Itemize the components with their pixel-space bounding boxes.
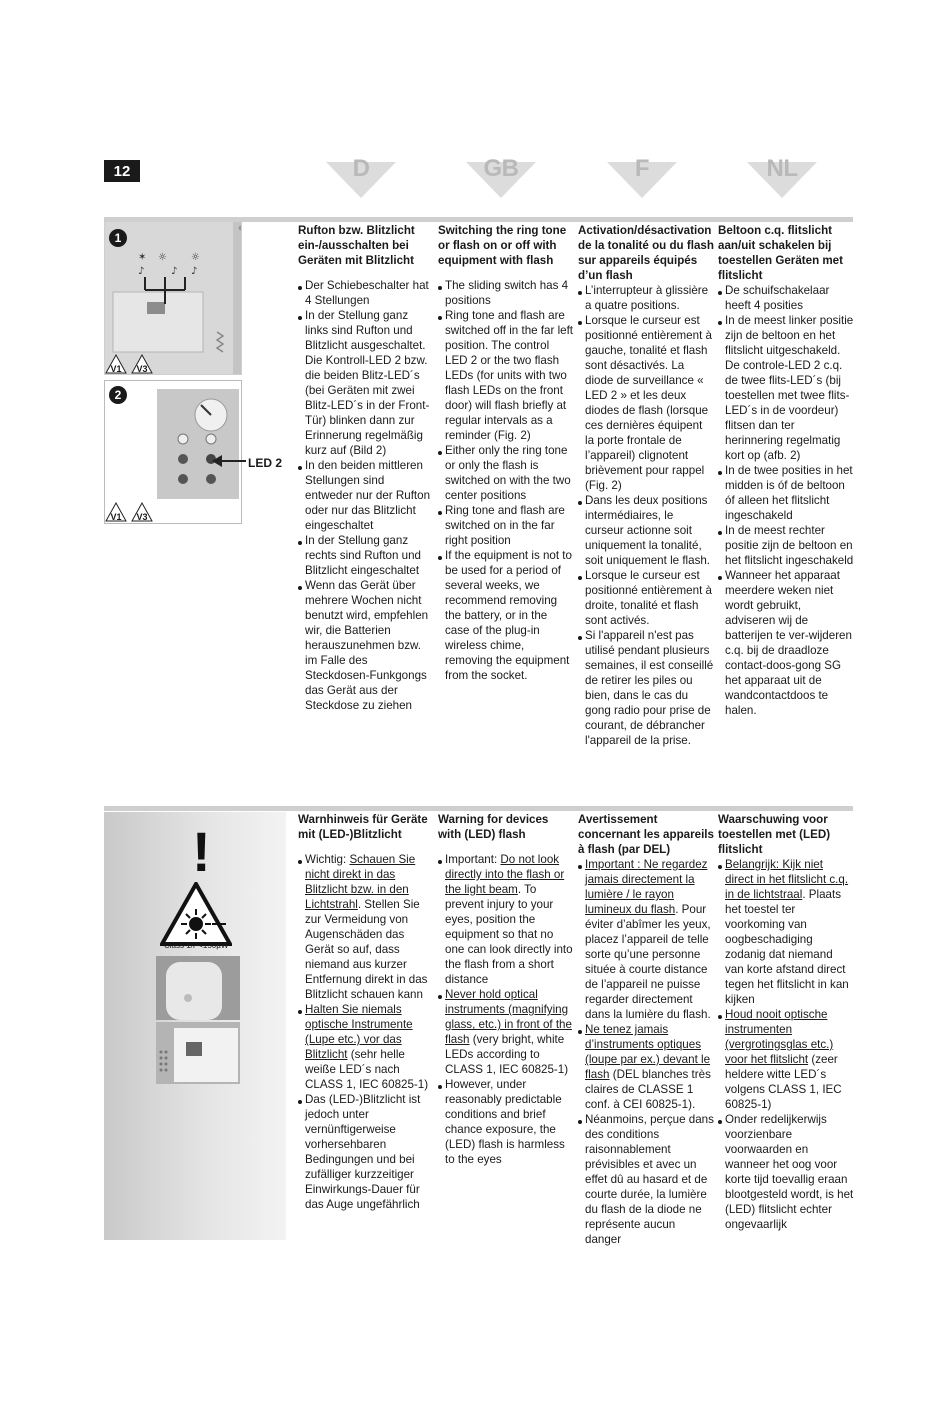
bullet-list <box>718 857 854 1232</box>
text-run: (very bright, white LEDs according to CLASS 1, IEC 60825-1) <box>445 1033 569 1076</box>
version-label: V1 <box>110 512 122 522</box>
section1-column-nl <box>718 223 854 718</box>
list-item: In den beiden mittleren Stellungen sind entweder nur der Rufton oder nur das Blitzlicht eingeschaltet <box>298 458 434 533</box>
language-marker-f <box>607 155 677 198</box>
column-heading: Warnhinweis für Geräte mit (LED-)Blitzlicht <box>298 813 428 841</box>
text-run: (sehr helle weiße LED´s nach CLASS 1, IEC 60825-1) <box>305 1048 429 1091</box>
text-run: However, under reasonably predictable conditions and brief chance exposure, the (LED) flash is harmless to the eyes <box>445 1078 565 1166</box>
section1-column-de <box>298 223 434 713</box>
section-divider <box>104 806 853 811</box>
bullet-list <box>718 283 854 718</box>
list-item: In de twee posities in het midden is óf de beltoon óf alleen het flitslicht ingeschakeld <box>718 463 854 523</box>
figure-number-badge: 2 <box>109 386 127 404</box>
section1-column-en <box>438 223 574 683</box>
version-triangle-v3 <box>131 502 153 526</box>
list-item: Dans les deux positions intermédiaires, le curseur actionne soit uniquement la tonalité, soit uniquement le flash. <box>578 493 714 568</box>
version-triangle-v1 <box>105 354 127 378</box>
version-triangle-v1 <box>105 502 127 526</box>
language-label: F <box>634 155 650 182</box>
list-item <box>298 852 434 1002</box>
arrow-icon <box>212 454 246 468</box>
list-item <box>298 1002 434 1092</box>
language-label: D <box>352 155 370 182</box>
class-label: Class 1/P<150µW <box>164 941 229 950</box>
text-run: Important: <box>445 853 501 866</box>
list-item <box>718 857 854 1007</box>
list-item: Der Schiebeschalter hat 4 Stellungen <box>298 278 434 308</box>
list-item: Ring tone and flash are switched off in the far left position. The control LED 2 or the two flash LEDs (for units with two flash LEDs on the front door) will flash briefly at regular intervals as a reminder (Fig. 2) <box>438 308 574 443</box>
list-item <box>718 1112 854 1232</box>
column-heading: Activation/désactivation de la tonalité ou du flash sur appareils équipés d’un flash <box>578 224 714 282</box>
text-run: . Stellen Sie zur Vermeidung von Augenschäden das Gerät so auf, dass niemand aus kurzer Entfernung direkt in das Blitzlicht schauen kann <box>305 898 428 1001</box>
column-heading: Warning for devices with (LED) flash <box>438 813 549 841</box>
bullet-list <box>298 278 434 713</box>
list-item <box>578 857 714 1022</box>
version-label: V3 <box>136 512 148 522</box>
svg-text:☼: ☼ <box>191 252 200 263</box>
svg-text:♪: ♪ <box>191 266 198 277</box>
version-label: V3 <box>136 364 148 374</box>
list-item <box>578 1112 714 1247</box>
section2-column-de <box>298 812 434 1212</box>
section2-column-fr <box>578 812 714 1247</box>
underlined-text: Belangrijk: Kijk niet direct in het flitslicht c.q. in de lichtstraal <box>725 858 849 901</box>
list-item <box>578 1022 714 1112</box>
list-item <box>438 1077 574 1167</box>
column-heading: Rufton bzw. Blitzlicht ein-/ausschalten bei Geräten mit Blitzlicht <box>298 224 415 267</box>
page-number: 12 <box>104 160 140 182</box>
underlined-text: Schauen Sie nicht direkt in das Blitzlicht bzw. in den Lichtstrahl <box>305 853 416 911</box>
list-item <box>438 987 574 1077</box>
text-run: (DEL blanches très claires de CLASSE 1 conf. à CEI 60825-1). <box>585 1068 711 1111</box>
figure-switch-positions <box>104 221 242 375</box>
section2-column-en <box>438 812 574 1167</box>
text-run: Wichtig: <box>305 853 350 866</box>
list-item: L’interrupteur à glissière a quatre positions. <box>578 283 714 313</box>
underlined-text: Halten Sie niemals optische Instrumente (Lupe etc.) vor das Blitzlicht <box>305 1003 413 1061</box>
version-label: V1 <box>110 364 122 374</box>
column-heading: Switching the ring tone or flash on or off with equipment with flash <box>438 224 567 267</box>
list-item: Ring tone and flash are switched on in the far right position <box>438 503 574 548</box>
language-marker-gb <box>466 155 536 198</box>
list-item: In der Stellung ganz links sind Rufton und Blitzlicht ausgeschaltet. Die Kontroll-LED 2 bzw. die beiden Blitz-LED´s (bei Geräten mit zwei Blitz-LED´s in der Front-Tür) blinken dann zur Erinnerung regelmäßig kurz auf (Bild 2) <box>298 308 434 458</box>
language-label: GB <box>483 155 519 182</box>
list-item: In de meest rechter positie zijn de beltoon en het flitslicht ingeschakeld <box>718 523 854 568</box>
svg-text:♪: ♪ <box>138 266 145 277</box>
text-run: . Plaats het toestel ter voorkoming van oogbeschadiging zodanig dat niemand van korte afstand direct tegen het flitslicht in kan kijken <box>725 888 849 1006</box>
list-item: Wenn das Gerät über mehrere Wochen nicht benutzt wird, empfehlen wir, die Batterien herauszunehmen bzw. im Falle des Steckdosen-Funkgongs das Gerät aus der Steckdose zu ziehen <box>298 578 434 713</box>
list-item <box>298 1092 434 1212</box>
list-item: Wanneer het apparaat meerdere weken niet wordt gebruikt, adviseren wij de batterijen te ver-wijderen c.q. bij de draadloze contact-doos-gong SG het apparaat uit de wandcontactdoos te halen. <box>718 568 854 718</box>
list-item <box>438 852 574 987</box>
list-item: De schuifschakelaar heeft 4 posities <box>718 283 854 313</box>
list-item: Lorsque le curseur est positionné entièrement à droite, tonalité et flash sont activés. <box>578 568 714 628</box>
underlined-text: Important : Ne regardez jamais directement la lumière / le rayon lumineux du flash <box>585 858 708 916</box>
column-heading: Waarschuwing voor toestellen met (LED) flitslicht <box>718 813 831 856</box>
section1-column-fr <box>578 223 714 748</box>
version-triangle-v3 <box>131 354 153 378</box>
svg-text:♪: ♪ <box>171 266 178 277</box>
exclamation-mark: ! <box>192 820 211 883</box>
switch-illustration <box>105 222 241 374</box>
list-item: In de meest linker positie zijn de beltoon en het flitslicht uitgeschakeld. De controle-LED 2 c.q. de twee flits-LED´s (bij toestellen met twee flits-LED´s in de voordeur) flitsen dan ter herinnering regelmatig kort op (afb. 2) <box>718 313 854 463</box>
column-heading: Beltoon c.q. flitslicht aan/uit schakelen bij toestellen Geräten met flitslicht <box>718 224 843 282</box>
svg-text:✶: ✶ <box>138 252 147 263</box>
list-item: Si l'appareil n'est pas utilisé pendant plusieurs semaines, il est conseillé de retirer les piles ou bien, dans le cas du gong radio pour prise de courant, de débrancher l'appareil de la prise. <box>578 628 714 748</box>
text-run: . To prevent injury to your eyes, position the equipment so that no one can look directly into the flash from a short distance <box>445 883 573 986</box>
underlined-text: Houd nooit optische instrumenten (vergrotingsglas etc.) voor het flitslicht <box>725 1008 834 1066</box>
underlined-text: Do not look directly into the flash or the light beam <box>445 853 565 896</box>
laser-warning-icon <box>160 882 232 946</box>
bullet-list <box>578 283 714 748</box>
bullet-list <box>438 852 574 1167</box>
device-illustration <box>156 1022 240 1084</box>
text-run: Néanmoins, perçue dans des conditions raisonnablement prévisibles et avec un effet dû au hasard et de courte durée, la lumière du flash de la diode ne représente aucun danger <box>585 1113 714 1246</box>
warning-panel <box>104 812 286 1240</box>
underlined-text: Never hold optical instruments (magnifying glass, etc.) in front of the flash <box>445 988 572 1046</box>
language-label: NL <box>766 155 798 182</box>
section2-column-nl <box>718 812 854 1232</box>
list-item: Lorsque le curseur est positionné entièrement à gauche, tonalité et flash sont désactivés. La diode de surveillance « LED 2 » et les deux diodes de flash (lorsque ces dernières équipent la porte frontale de l’appareil) clignotent brièvement pour rappel (Fig. 2) <box>578 313 714 493</box>
text-run: Das (LED-)Blitzlicht ist jedoch unter vernünftigerweise vorhersehbaren Bedingungen und bei zufälliger kurzzeitiger Einwirkungs-Dauer für das Auge ungefährlich <box>305 1093 421 1211</box>
svg-text:☼: ☼ <box>158 252 167 263</box>
bullet-list <box>578 857 714 1247</box>
bullet-list <box>438 278 574 683</box>
list-item: In der Stellung ganz rechts sind Rufton und Blitzlicht eingeschaltet <box>298 533 434 578</box>
text-run: (zeer heldere witte LED´s volgens CLASS 1, IEC 60825-1) <box>725 1053 842 1111</box>
underlined-text: Ne tenez jamais d’instruments optiques (loupe par ex.) devant le flash <box>585 1023 711 1081</box>
bullet-list <box>298 852 434 1212</box>
text-run: . Pour éviter d’abîmer les yeux, placez l’appareil de telle sorte qu’une personne située à courte distance de l’appareil ne puisse regarder directement dans la lumière du flash. <box>585 903 711 1021</box>
list-item: The sliding switch has 4 positions <box>438 278 574 308</box>
list-item: Either only the ring tone or only the flash is switched on with the two center positions <box>438 443 574 503</box>
language-marker-d <box>326 155 396 198</box>
flash-unit-illustration <box>156 956 240 1020</box>
figure-number-badge: 1 <box>109 229 127 247</box>
text-run: Onder redelijkerwijs voorzienbare voorwaarden en wanneer het oog voor korte tijd toevallig eraan blootgesteld wordt, is het (LED) flitslicht echter ongevaarlijk <box>725 1113 854 1231</box>
list-item: If the equipment is not to be used for a period of several weeks, we recommend removing the battery, or in the case of the plug-in wireless chime, removing the equipment from the socket. <box>438 548 574 683</box>
led-2-label: LED 2 <box>248 456 283 470</box>
list-item <box>718 1007 854 1112</box>
column-heading: Avertissement concernant les appareils à flash (par DEL) <box>578 813 714 856</box>
language-marker-nl <box>747 155 817 198</box>
figure-led-indicator <box>104 380 242 524</box>
